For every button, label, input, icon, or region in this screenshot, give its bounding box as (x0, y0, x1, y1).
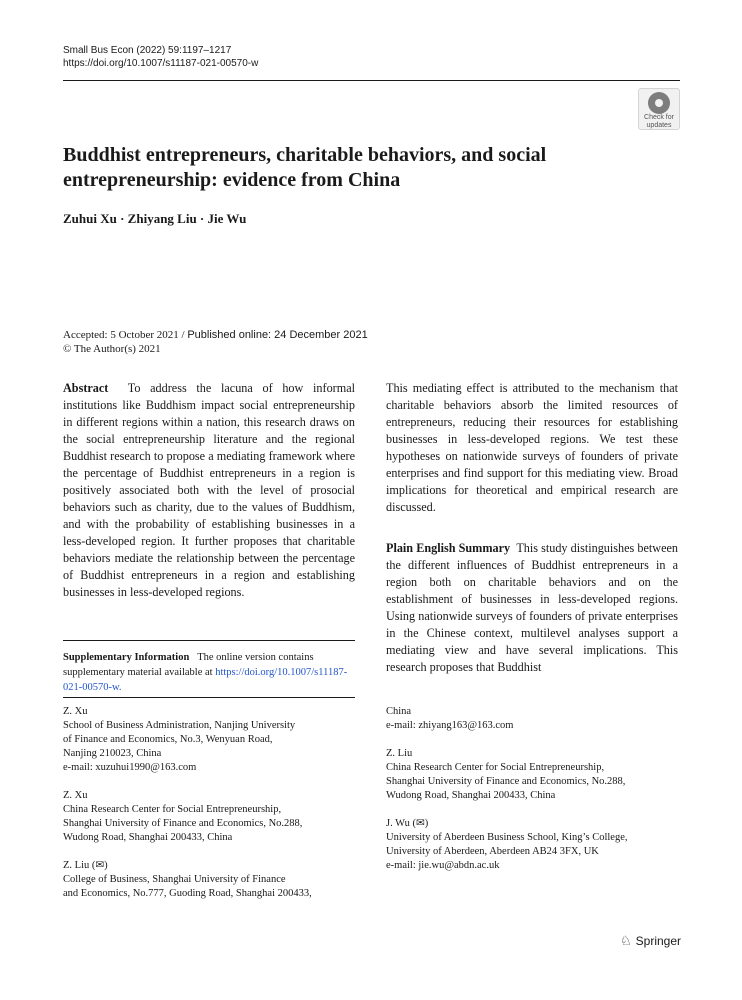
supp-label: Supplementary Information (63, 652, 190, 663)
journal-doi[interactable]: https://doi.org/10.1007/s11187-021-00570-w (63, 58, 259, 69)
affiliation-email[interactable]: e-mail: jie.wu@abdn.ac.uk (386, 860, 500, 871)
affiliation-line: China Research Center for Social Entrepreneurship, (63, 804, 282, 815)
affiliation-block (386, 817, 686, 873)
supp-link[interactable]: https://doi.org/10.1007/s11187-021-00570-w. (63, 667, 348, 693)
affiliation-line: Shanghai University of Finance and Economics, No.288, (63, 818, 303, 829)
author-list: Zuhui Xu · Zhiyang Liu · Jie Wu (63, 211, 247, 226)
affiliation-line: of Finance and Economics, No.3, Wenyuan Road, (63, 734, 273, 745)
supp-rule-top (63, 640, 355, 641)
check-updates-icon (648, 92, 670, 114)
affiliation-block (63, 859, 363, 901)
affiliation-name: J. Wu (✉) (386, 818, 429, 829)
abstract-col2 (386, 380, 678, 516)
affiliation-line: and Economics, No.777, Guoding Road, Shanghai 200433, (63, 888, 312, 899)
accepted-date: Accepted: 5 October 2021 / (63, 329, 188, 341)
affiliation-block (386, 747, 686, 803)
affiliation-line: University of Aberdeen Business School, King’s College, (386, 832, 628, 843)
summary-label: Plain English Summary (386, 541, 511, 555)
publisher-name: Springer (635, 934, 682, 948)
affiliation-line: Wudong Road, Shanghai 200433, China (63, 832, 233, 843)
header-rule (63, 80, 680, 81)
affiliation-line: College of Business, Shanghai University of Finance (63, 874, 286, 885)
check-for-updates-badge[interactable] (638, 88, 680, 130)
affiliations-left (63, 705, 363, 901)
journal-header (63, 44, 258, 70)
affiliation-name: Z. Xu (63, 790, 88, 801)
affiliation-name: Z. Liu (386, 748, 413, 759)
copyright: © The Author(s) 2021 (63, 343, 161, 355)
affiliation-line: Wudong Road, Shanghai 200433, China (386, 790, 556, 801)
affiliation-name: Z. Liu (✉) (63, 860, 108, 871)
affiliation-line: Shanghai University of Finance and Economics, No.288, (386, 776, 626, 787)
springer-horse-icon: ♘ (620, 933, 632, 948)
springer-logo (620, 933, 681, 949)
abstract-text-1: To address the lacuna of how informal institutions like Buddhism impact social entrepreneurship in different regions within a nation, this research draws on the social entrepreneurship literature and the regional Buddhist research to propose a mediating framework where the percentage of Buddhist entrepreneurs in a region is positively associated both with the level of prosocial behaviors such as charity, due to the values of Buddhism, and with the probability of establishing businesses in a less-developed region. It further proposes that charitable behaviors mediate the relationship between the percentage of Buddhist entrepreneurs in a region and establishing businesses in less-developed regions. (63, 381, 355, 599)
abstract-col1 (63, 380, 355, 601)
affiliation-block (63, 789, 363, 845)
affiliation-block (63, 705, 363, 775)
plain-english-summary (386, 540, 678, 676)
affiliations-right (386, 705, 686, 873)
supp-rule-bottom (63, 697, 355, 698)
affiliation-name: Z. Xu (63, 706, 88, 717)
badge-line1: Check for (644, 114, 674, 121)
badge-line2: updates (646, 122, 672, 129)
published-date: Published online: 24 December 2021 (187, 329, 368, 341)
affiliation-line: University of Aberdeen, Aberdeen AB24 3FX, UK (386, 846, 599, 857)
article-title: Buddhist entrepreneurs, charitable behaviors, and social entrepreneurship: evidence from China (63, 144, 547, 191)
affiliation-line: School of Business Administration, Nanjing University (63, 720, 296, 731)
affiliation-email[interactable]: e-mail: xuzuhui1990@163.com (63, 762, 197, 773)
article-dates (63, 328, 368, 356)
supp-text: The online version contains supplementary material available at (63, 652, 314, 678)
journal-citation: Small Bus Econ (2022) 59:1197–1217 (63, 45, 232, 56)
affiliation-email[interactable]: e-mail: zhiyang163@163.com (386, 720, 514, 731)
summary-text: This study distinguishes between the different influences of Buddhist entrepreneurs in a region both on charitable behaviors and on the establishment of businesses in less-developed regions. Using nationwide surveys of founders of private enterprises in the Chinese context, multilevel analyses support a mediating view and have several implications. This research proposes that Buddhist (386, 541, 678, 674)
affiliation-block (386, 705, 686, 733)
abstract-label: Abstract (63, 381, 109, 395)
affiliation-line: China Research Center for Social Entrepreneurship, (386, 762, 605, 773)
supplementary-info (63, 650, 355, 695)
abstract-text-2: This mediating effect is attributed to the mechanism that charitable behaviors absorb the limited resources of entrepreneurs, reducing their resources for establishing businesses in less-developed regions. We test these hypotheses on nationwide surveys of founders of private enterprises and find support for this mediating view. Broad implications for theoretical and empirical research are discussed. (386, 381, 678, 514)
affiliation-name: China (386, 706, 412, 717)
affiliation-line: Nanjing 210023, China (63, 748, 162, 759)
